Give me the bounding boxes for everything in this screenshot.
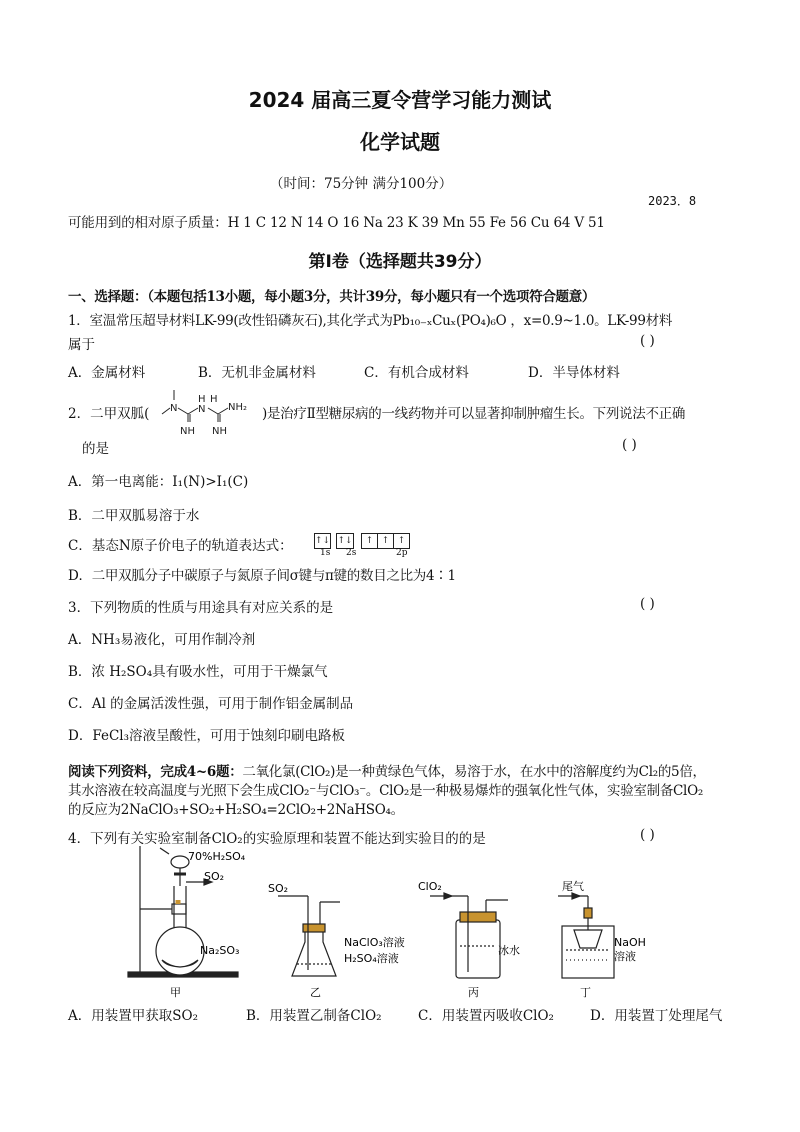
- q3-option-b: B．浓 H₂SO₄具有吸水性，可用于干燥氯气: [68, 664, 328, 680]
- q2-stem-prefix: 2．二甲双胍(: [68, 406, 150, 422]
- ding-solution2: 溶液: [614, 950, 636, 963]
- q4-option-d: D．用装置丁处理尾气: [590, 1008, 723, 1024]
- q4-option-b: B．用装置乙制备ClO₂: [246, 1008, 382, 1024]
- q3-option-c: C．Al 的金属活泼性强，可用于制作铝金属制品: [68, 696, 354, 712]
- yi-solution2: H₂SO₄溶液: [344, 952, 399, 965]
- q1-option-a: A．金属材料: [68, 365, 146, 381]
- q1-answer-paren: ( ): [640, 333, 655, 349]
- reading-passage: [68, 763, 708, 820]
- subject-title: 化学试题: [360, 130, 440, 154]
- jia-name: 甲: [170, 986, 181, 999]
- section-title: 第Ⅰ卷（选择题共39分）: [308, 252, 492, 272]
- exam-time: （时间：75分钟 满分100分）: [270, 176, 453, 192]
- q1-option-c: C．有机合成材料: [364, 365, 469, 381]
- struct-n1: N: [170, 403, 178, 414]
- q4-option-c: C．用装置丙吸收ClO₂: [418, 1008, 554, 1024]
- apparatus-yi: [278, 896, 340, 976]
- q3-option-a: A．NH₃易液化，可用作制冷剂: [68, 632, 256, 648]
- q4-answer-paren: ( ): [640, 827, 655, 843]
- struct-nh2: NH₂: [228, 402, 248, 413]
- q1-option-b: B．无机非金属材料: [198, 365, 316, 381]
- apparatus-figure: [100, 846, 720, 1000]
- struct-nh-right: NH: [212, 426, 227, 437]
- orbital-label-1s: 1s: [320, 548, 331, 558]
- yi-solution1: NaClO₃溶液: [344, 936, 405, 949]
- jia-gas-label: SO₂: [204, 870, 225, 883]
- jia-solid-label: Na₂SO₃: [200, 944, 240, 957]
- reading-lead: 阅读下列资料，完成4~6题：: [68, 764, 243, 780]
- orbital-2p-3: ↑: [393, 533, 410, 549]
- q3-option-d: D．FeCl₃溶液呈酸性，可用于蚀刻印刷电路板: [68, 728, 345, 744]
- ding-gas-label: 尾气: [562, 880, 584, 893]
- ding-solution1: NaOH: [614, 936, 646, 949]
- orbital-2p-1: ↑: [361, 533, 378, 549]
- atomic-masses: 可能用到的相对原子质量：H 1 C 12 N 14 O 16 Na 23 K 39 Mn 55 Fe 56 Cu 64 V 51: [68, 215, 605, 231]
- q1-stem-line2: 属于: [68, 337, 95, 353]
- q3-answer-paren: ( ): [640, 596, 655, 612]
- bing-name: 丙: [468, 986, 479, 999]
- q1-stem-line1: 1．室温常压超导材料LK-99(改性铅磷灰石),其化学式为Pb₁₀₋ₓCuₓ(PO₄)₆O ，x=0.9~1.0。LK-99材料: [68, 313, 673, 329]
- struct-h2: H: [210, 394, 218, 405]
- orbital-1s: ↑↓: [314, 533, 331, 549]
- q2-option-b: B．二甲双胍易溶于水: [68, 508, 200, 524]
- ding-name: 丁: [580, 986, 591, 999]
- q2-option-c: C．基态N原子价电子的轨道表达式：: [68, 538, 293, 554]
- exam-title: 2024 届高三夏令营学习能力测试: [248, 88, 552, 112]
- q2-answer-paren: ( ): [622, 437, 637, 453]
- orbital-2p-2: ↑: [377, 533, 394, 549]
- struct-nh-left: NH: [180, 426, 195, 437]
- apparatus-jia: [128, 846, 238, 977]
- orbital-label-2s: 2s: [346, 548, 357, 558]
- yi-gas-label: SO₂: [268, 882, 289, 895]
- q2-stem-line2: 的是: [82, 441, 109, 457]
- q3-stem: 3．下列物质的性质与用途具有对应关系的是: [68, 600, 334, 616]
- orbital-2s: ↑↓: [336, 533, 354, 549]
- q1-option-d: D．半导体材料: [528, 365, 620, 381]
- reading-text: 二氧化氯(ClO₂)是一种黄绿色气体，易溶于水，在水中的溶解度约为Cl₂的5倍，其水溶液在较高温度与光照下会生成ClO₂⁻与ClO₃⁻。ClO₂是一种极易爆炸的强氧化性气体，实验室制备ClO₂的反应为2NaClO₃+SO₂+H₂SO₄=2ClO₂+2NaHSO₄。: [68, 764, 706, 818]
- orbital-diagram: [314, 530, 409, 549]
- q2-option-a: A．第一电离能：I₁(N)>I₁(C): [68, 474, 249, 490]
- q2-option-d: D．二甲双胍分子中碳原子与氮原子间σ键与π键的数目之比为4∶1: [68, 568, 456, 584]
- apparatus-bing: [430, 893, 508, 978]
- exam-date: 2023．8: [648, 194, 697, 208]
- struct-h1: H: [198, 394, 206, 405]
- jia-acid-label: 70%H₂SO₄: [188, 850, 246, 863]
- struct-n2: N: [198, 404, 206, 415]
- metformin-structure: [160, 386, 270, 438]
- yi-name: 乙: [310, 986, 321, 999]
- apparatus-ding: [558, 893, 614, 978]
- bing-gas-label: ClO₂: [418, 880, 442, 893]
- q4-stem: 4．下列有关实验室制备ClO₂的实验原理和装置不能达到实验目的的是: [68, 831, 486, 847]
- orbital-label-2p: 2p: [396, 548, 408, 558]
- bing-water-label: 冰水: [498, 944, 520, 957]
- section-instructions: 一、选择题：（本题包括13小题，每小题3分，共计39分，每小题只有一个选项符合题意）: [68, 289, 596, 305]
- q2-stem-suffix: )是治疗Ⅱ型糖尿病的一线药物并可以显著抑制肿瘤生长。下列说法不正确: [262, 406, 686, 422]
- q4-option-a: A．用装置甲获取SO₂: [68, 1008, 198, 1024]
